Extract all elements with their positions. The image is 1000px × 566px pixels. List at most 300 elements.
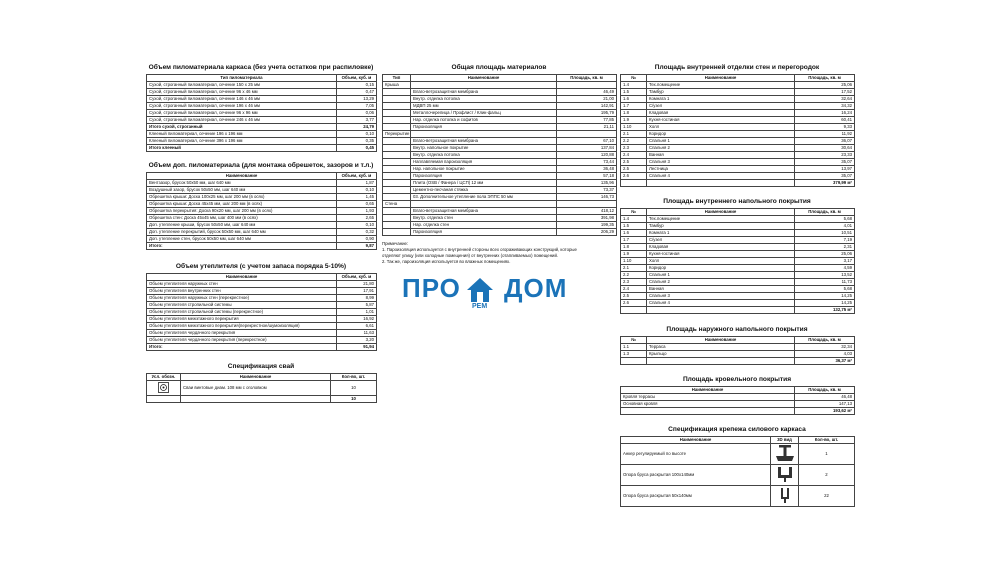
fasteners-table (620, 436, 855, 507)
table-cell: Спальня 2 (647, 279, 795, 286)
table-row (621, 89, 855, 96)
table-cell: Сухой, строганный пиломатериал, сечение 196 x 46 мм (147, 103, 337, 110)
table-cell: 1,93 (337, 208, 377, 215)
table-row (621, 408, 855, 415)
table-cell: 1,45 (337, 194, 377, 201)
table-cell: Спальня 3 (647, 159, 795, 166)
table-row (383, 159, 617, 166)
table-cell: 21,11 (557, 124, 617, 131)
table-cell: Внутр. отделка потолка (411, 96, 557, 103)
table-cell: 1.3 (621, 351, 647, 358)
table-cell: 5,68 (795, 216, 855, 223)
table-cell: 13,97 (795, 166, 855, 173)
table-cell: 199,35 (557, 222, 617, 229)
table-row (383, 208, 617, 215)
table-row (621, 293, 855, 300)
table-cell: Объем утеплителя межэтажного перекрытия (147, 316, 337, 323)
table-header-cell: № (621, 337, 647, 344)
table-cell: 2.3 (621, 145, 647, 152)
table-cell: 4,01 (795, 223, 855, 230)
table-cell: Итого: (147, 243, 337, 250)
table-cell: Итого: (147, 344, 337, 351)
table-header-cell: Площадь, кв. м (795, 337, 855, 344)
table-cell: Тамбур (647, 223, 795, 230)
table-cell: Металлочерепица / Профлист / Клик-фальц (411, 110, 557, 117)
wall-finish-table (620, 74, 855, 187)
materials-notes (382, 241, 577, 265)
table-cell: Обрешетка крыши: Доска 100x25 мм, шаг 200 мм (в осях) (147, 194, 337, 201)
table-row (621, 166, 855, 173)
table-cell: Объем утеплителя межэтажного перекрытия(перекрестное/шумоизоляция) (147, 323, 337, 330)
table-cell: 0,35 (337, 138, 377, 145)
table-cell: Внутр. отделка стен (411, 215, 557, 222)
table-row (383, 152, 617, 159)
table-row (383, 201, 617, 208)
table-cell: 1.7 (621, 103, 647, 110)
table-cell: Нар. отделка потолка и софитов (411, 117, 557, 124)
table-header-cell: Кол-во, шт. (799, 437, 855, 444)
table-header-cell: Наименование (621, 437, 771, 444)
table-cell: 32,34 (795, 344, 855, 351)
table-row (383, 187, 617, 194)
table-cell: Холл (647, 258, 795, 265)
table-cell: 206,29 (557, 229, 617, 236)
outer-floor-title: Площадь наружного напольного покрытия (666, 326, 808, 333)
table-cell (383, 145, 411, 152)
table-cell: 11,73 (795, 279, 855, 286)
table-row (621, 258, 855, 265)
table-cell: 2.2 (621, 272, 647, 279)
table-cell: Влаго-ветрозащитная мембрана (411, 89, 557, 96)
materials-table (382, 74, 617, 236)
table-cell: Внутр. напольное покрытие (411, 145, 557, 152)
table-row (383, 110, 617, 117)
table-cell: 5,68 (795, 286, 855, 293)
table-cell: 2,65 (337, 215, 377, 222)
table-cell: 91,94 (337, 344, 377, 351)
table-row (147, 288, 377, 295)
table-row (383, 215, 617, 222)
table-cell: С/узел (647, 237, 795, 244)
table-cell (383, 117, 411, 124)
frame-lumber-title: Объем пиломатериала каркаса (без учета остатков при распиловке) (148, 64, 374, 71)
table-cell: 32,64 (795, 96, 855, 103)
table-cell: 21,00 (557, 96, 617, 103)
table-row (147, 194, 377, 201)
materials-title: Общая площадь материалов (451, 64, 547, 71)
table-cell: Нар. отделка стен (411, 222, 557, 229)
table-header-row (621, 75, 855, 82)
table-row (383, 96, 617, 103)
table-cell: 25,06 (795, 251, 855, 258)
table-cell: 30,64 (795, 145, 855, 152)
table-cell: 146,73 (557, 194, 617, 201)
table-cell: 57,18 (557, 173, 617, 180)
table-cell: 1.5 (621, 89, 647, 96)
table-row (147, 131, 377, 138)
table-row (147, 201, 377, 208)
table-cell: Спальня 2 (647, 145, 795, 152)
table-header-cell: Наименование (647, 337, 795, 344)
table-cell (383, 222, 411, 229)
table-cell: 36,48 (557, 166, 617, 173)
table-cell: Кровля террасы (621, 394, 795, 401)
table-row (383, 89, 617, 96)
table-cell: 35,07 (795, 173, 855, 180)
table-cell: 67,10 (557, 138, 617, 145)
insulation-title: Объем утеплителя (с учетом запаса порядка 5-10%) (175, 263, 347, 270)
table-cell: Спальня 3 (647, 293, 795, 300)
table-row (621, 223, 855, 230)
table-cell: 195,79 (557, 110, 617, 117)
table-cell: Крыльцо (647, 351, 795, 358)
table-header-cell: № (621, 75, 647, 82)
table-cell (383, 159, 411, 166)
table-cell: 5,87 (337, 302, 377, 309)
table-row (621, 344, 855, 351)
table-cell: 16,92 (337, 316, 377, 323)
logo-text-left: ПРО (402, 273, 461, 303)
table-cell: Спальня 1 (647, 272, 795, 279)
table-cell: 9,33 (795, 124, 855, 131)
prodom-logo (402, 273, 602, 315)
table-row (147, 323, 377, 330)
table-cell: 17,91 (337, 288, 377, 295)
table-cell (621, 180, 647, 187)
table-cell: 9,87 (337, 243, 377, 250)
table-row (383, 117, 617, 124)
fastener-3d-cell (771, 465, 799, 486)
table-cell: 0,47 (337, 89, 377, 96)
table-row (621, 216, 855, 223)
table-cell (383, 194, 411, 201)
table-row (147, 110, 377, 117)
table-cell: 1.9 (621, 117, 647, 124)
table-header-cell: Наименование (647, 209, 795, 216)
table-cell: Спальня 4 (647, 300, 795, 307)
table-cell: Обрешетка стен: Доска 45x45 мм, шаг 400 мм (в осях) (147, 215, 337, 222)
table-cell: 10 (331, 396, 377, 403)
table-cell: 0,10 (337, 187, 377, 194)
table-row (147, 222, 377, 229)
table-cell: 1.10 (621, 258, 647, 265)
outer-floor-block (620, 326, 854, 365)
table-row (621, 82, 855, 89)
table-cell: Терраса (647, 344, 795, 351)
table-cell: Кухня-гостиная (647, 251, 795, 258)
table-cell: Коридор (647, 265, 795, 272)
table-row (621, 358, 855, 365)
table-cell: Стена (383, 201, 411, 208)
table-cell: 0,90 (337, 236, 377, 243)
table-cell: 1.10 (621, 124, 647, 131)
table-header-cell: Объем, куб. м (337, 274, 377, 281)
table-cell: 14,25 (795, 293, 855, 300)
table-cell (383, 166, 411, 173)
table-row (621, 138, 855, 145)
table-cell: 24,79 (337, 124, 377, 131)
frame-lumber-block (146, 64, 376, 152)
table-cell: 1.8 (621, 110, 647, 117)
table-cell: 6,61 (337, 323, 377, 330)
table-cell: Пароизоляция (411, 124, 557, 131)
table-cell: Объем утеплителя стропильной системы (147, 302, 337, 309)
table-row (147, 302, 377, 309)
table-row (147, 89, 377, 96)
table-header-row (147, 173, 377, 180)
table-row (621, 251, 855, 258)
narrow-beam-support-icon (775, 486, 795, 504)
table-row (621, 486, 855, 507)
table-cell: 135,96 (557, 180, 617, 187)
fastener-3d-cell (771, 444, 799, 465)
roofing-table (620, 386, 855, 415)
roofing-block (620, 376, 854, 415)
table-header-row (621, 337, 855, 344)
table-cell: Крыша (383, 82, 411, 89)
table-cell: Пароизоляция (411, 229, 557, 236)
table-row (383, 229, 617, 236)
note-line: Примечание: (382, 241, 409, 246)
table-row (621, 131, 855, 138)
table-row (621, 237, 855, 244)
note-line: отделяют улицу (или холодные помещения) от внутренних (отапливаемых) помещений. (382, 253, 559, 258)
table-cell (383, 208, 411, 215)
table-cell (557, 201, 617, 208)
table-cell: Кухня-гостиная (647, 117, 795, 124)
table-cell: 0,06 (337, 110, 377, 117)
table-cell: Сухой, строганный пиломатериал, сечение 150 x 25 мм (147, 82, 337, 89)
table-cell: 22 (799, 486, 855, 507)
table-cell: 13,52 (795, 272, 855, 279)
table-row (621, 401, 855, 408)
table-cell (621, 358, 647, 365)
table-row (621, 180, 855, 187)
table-cell (147, 396, 181, 403)
table-cell: 0,10 (337, 222, 377, 229)
table-row (147, 229, 377, 236)
table-cell: 36,07 (795, 138, 855, 145)
table-header-cell: Наименование (147, 173, 337, 180)
table-cell: 2.1 (621, 265, 647, 272)
table-cell: 0,65 (337, 201, 377, 208)
table-row (621, 103, 855, 110)
table-row (383, 173, 617, 180)
table-row (621, 465, 855, 486)
table-header-cell: Наименование (647, 75, 795, 82)
table-header-cell: Наименование (181, 374, 331, 381)
table-cell (383, 89, 411, 96)
table-header-cell: Площадь, кв. м (795, 387, 855, 394)
table-row (383, 138, 617, 145)
table-cell: 1,87 (337, 180, 377, 187)
table-row (621, 230, 855, 237)
table-cell (647, 180, 795, 187)
table-cell: 4,03 (795, 351, 855, 358)
table-cell (383, 96, 411, 103)
table-cell: Обрешетка перекрытия: Доска 90x20 мм, шаг 200 мм (в осях) (147, 208, 337, 215)
table-cell: 1.6 (621, 96, 647, 103)
table-cell: 11,63 (337, 330, 377, 337)
table-cell: Объем утеплителя внутренних стен (147, 288, 337, 295)
table-header-cell: Наименование (411, 75, 557, 82)
table-cell: Объем утеплителя наружных стен (перекрестное) (147, 295, 337, 302)
table-cell: 1.9 (621, 251, 647, 258)
table-row (383, 131, 617, 138)
table-cell: 1.5 (621, 223, 647, 230)
table-cell: Доп. утепление стен, брусок 50x50 мм, шаг 640 мм (147, 236, 337, 243)
table-cell: 16,24 (795, 110, 855, 117)
open-beam-support-icon (775, 465, 795, 483)
table-cell: 147,13 (795, 401, 855, 408)
table-cell: 132,75 м² (795, 307, 855, 314)
wall-finish-title: Площадь внутренней отделки стен и перегородок (654, 64, 820, 71)
table-cell: 3,77 (337, 117, 377, 124)
table-cell (383, 215, 411, 222)
fastener-3d-cell (771, 486, 799, 507)
table-cell (383, 124, 411, 131)
table-header-cell: Объем, куб. м (337, 75, 377, 82)
table-cell (647, 358, 795, 365)
table-cell: Сваи винтовые диам. 108 мм с оголовком (181, 381, 331, 396)
table-cell (181, 396, 331, 403)
table-cell: 2 (799, 465, 855, 486)
table-cell (647, 307, 795, 314)
table-row (147, 180, 377, 187)
table-row (621, 272, 855, 279)
table-row (621, 300, 855, 307)
table-cell: 73,44 (557, 159, 617, 166)
table-header-cell: Тип пиломатериала (147, 75, 337, 82)
table-cell (411, 82, 557, 89)
table-row (147, 103, 377, 110)
table-row (383, 103, 617, 110)
pile-symbol-cell (147, 381, 181, 396)
table-cell: Вентзазор, брусок 50x50 мм, шаг 640 мм (147, 180, 337, 187)
table-cell: Клееный пиломатериал, сечение 396 x 196 мм (147, 138, 337, 145)
insulation-table (146, 273, 377, 351)
table-header-cell: Наименование (147, 274, 337, 281)
table-cell: 2.2 (621, 138, 647, 145)
table-cell: 1.6 (621, 230, 647, 237)
table-cell: 2.3 (621, 279, 647, 286)
table-row (621, 394, 855, 401)
logo-text-right: ДОМ (504, 273, 568, 303)
table-cell: Доп. утепление перекрытий, брусок 50x50 мм, шаг 640 мм (147, 229, 337, 236)
table-cell: 03. Дополнительное утепление пола ЭППС 50 мм (411, 194, 557, 201)
wall-finish-block (620, 64, 854, 187)
table-cell: Итого клееный (147, 145, 337, 152)
table-cell: 10 (331, 381, 377, 396)
table-cell: Нар. напольное покрытие (411, 166, 557, 173)
fasteners-title: Спецификация крепежа силового каркаса (668, 426, 806, 433)
table-cell: Опора бруса раскрытая 100x140мм (621, 465, 771, 486)
table-header-cell: Объем, куб. м (337, 173, 377, 180)
table-cell: Цементно-песчаная стяжка (411, 187, 557, 194)
table-row (147, 138, 377, 145)
table-header-row (383, 75, 617, 82)
table-cell: Обрешетка крыши: Доска 45x45 мм, шаг 200 мм (в осях) (147, 201, 337, 208)
table-header-cell: Площадь, кв. м (795, 75, 855, 82)
height-adjustable-anchor-icon (775, 444, 795, 462)
table-cell: Клееный пиломатериал, сечение 196 x 196 мм (147, 131, 337, 138)
table-cell: 193,62 м² (795, 408, 855, 415)
table-cell: 7,19 (795, 237, 855, 244)
table-cell: 60,41 (795, 117, 855, 124)
table-cell: 2.5 (621, 159, 647, 166)
table-cell: Внутр. отделка потолка (411, 152, 557, 159)
table-cell: Лестница (647, 166, 795, 173)
table-cell: Сухой, строганный пиломатериал, сечение 96 x 96 мм (147, 110, 337, 117)
table-cell: 1.7 (621, 237, 647, 244)
table-row (147, 281, 377, 288)
logo-subtext: РЕМ (472, 303, 488, 310)
table-cell: Тех.помещение (647, 82, 795, 89)
table-row (383, 180, 617, 187)
note-line: 2. Так же, пароизоляция используется во влажных помещениях. (382, 259, 511, 264)
table-cell: 17,52 (795, 89, 855, 96)
table-header-cell: № (621, 209, 647, 216)
table-cell: 23,33 (795, 152, 855, 159)
table-cell: Комната 1 (647, 96, 795, 103)
table-row (147, 208, 377, 215)
table-row (383, 145, 617, 152)
table-cell (383, 180, 411, 187)
table-row (383, 222, 617, 229)
piles-table (146, 373, 377, 403)
table-cell (621, 408, 795, 415)
table-cell: 2.1 (621, 131, 647, 138)
table-header-cell: Тип (383, 75, 411, 82)
table-cell: 391,98 (557, 215, 617, 222)
table-cell (383, 152, 411, 159)
table-cell: Объем утеплителя наружных стен (147, 281, 337, 288)
table-cell: Кладовая (647, 244, 795, 251)
table-cell: Плита (OSB / Фанера / ЦСП) 12 мм (411, 180, 557, 187)
table-header-row (147, 75, 377, 82)
insulation-block (146, 263, 376, 351)
table-header-cell: Площадь, кв. м (557, 75, 617, 82)
table-cell: 4,59 (795, 265, 855, 272)
table-cell: 379,99 м² (795, 180, 855, 187)
table-cell: Объем утеплителя чердачного перекрытия (147, 330, 337, 337)
table-row (147, 243, 377, 250)
table-cell: Сухой, строганный пиломатериал, сечение 146 x 46 мм (147, 96, 337, 103)
table-cell: 8,99 (337, 295, 377, 302)
table-cell: 34,32 (795, 103, 855, 110)
table-row (621, 286, 855, 293)
table-cell: Спальня 4 (647, 173, 795, 180)
table-cell (383, 187, 411, 194)
table-cell: 14,25 (795, 300, 855, 307)
table-cell: 2.4 (621, 286, 647, 293)
table-cell: 2.6 (621, 173, 647, 180)
table-header-cell: Усл. обозн. (147, 374, 181, 381)
table-cell: 3,20 (337, 337, 377, 344)
table-row (621, 117, 855, 124)
table-cell: 1,01 (337, 309, 377, 316)
table-cell: Влаго-ветрозащитная мембрана (411, 208, 557, 215)
table-row (147, 124, 377, 131)
table-cell: Анкер регулируемый по высоте (621, 444, 771, 465)
table-cell: 120,88 (557, 152, 617, 159)
table-cell: 2.6 (621, 300, 647, 307)
table-row (147, 215, 377, 222)
table-cell: МДВП 25 мм (411, 103, 557, 110)
table-cell: 1 (799, 444, 855, 465)
inner-floor-table (620, 208, 855, 314)
note-line: 1. Пароизоляция используется с внутренней стороны всех огораживающих конструкций, которые (382, 247, 577, 252)
